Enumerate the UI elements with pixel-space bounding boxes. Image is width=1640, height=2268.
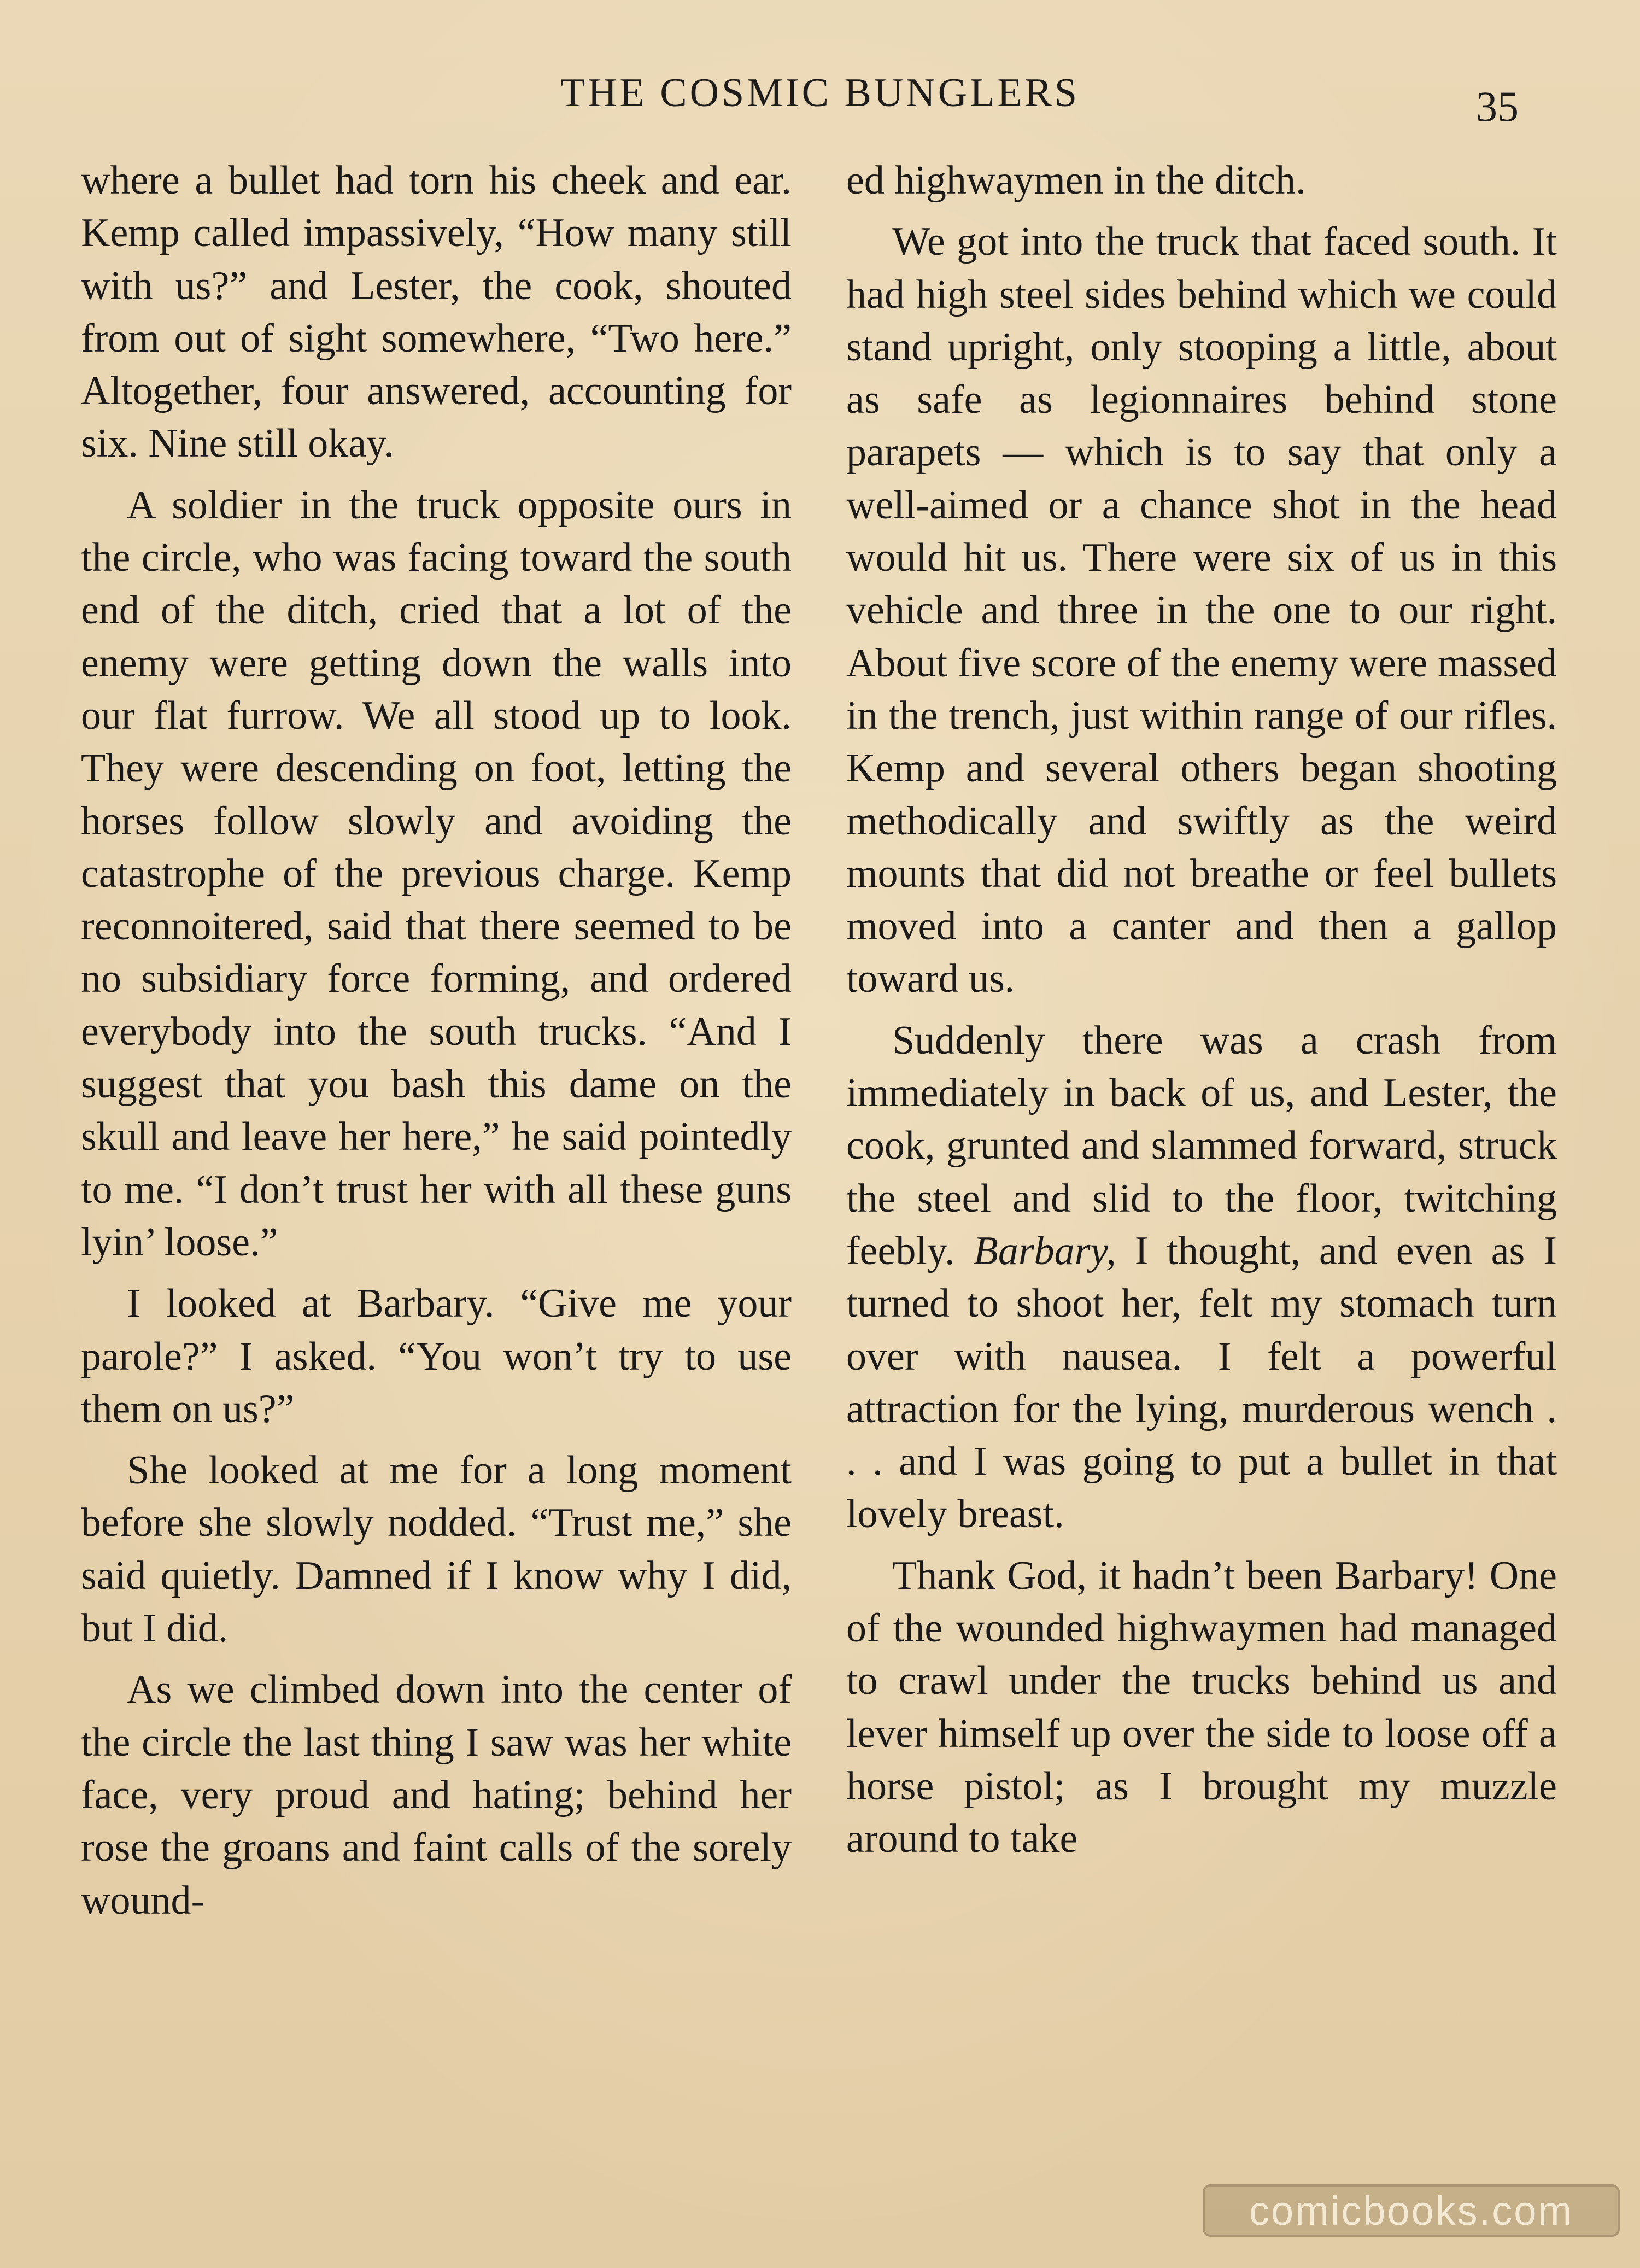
paragraph: As we climbed down into the center of the circle the last thing I saw was her white face, very proud and hating; behind her rose the groans and faint calls of the sorely wound- [81,1667,792,1923]
text-run: I thought, and even as I turned to shoot her, felt my stomach turn over with nausea. I felt a powerful attraction for the lying, murderous wench . . . and I was going to put a bullet in that lovely breast. [846,1228,1557,1537]
watermark-logo: comicbooks.com [1203,2184,1620,2237]
paragraph: A soldier in the truck opposite ours in the circle, who was facing toward the south end of the ditch, cried that a lot of the enemy were getting down the walls into our flat furrow. We all stood up to look. They were descending on foot, letting the horses follow slowly and avoiding the catastrophe of the previous charge. Kemp reconnoitered, said that there seemed to be no subsidiary force forming, and ordered everybody into the south trucks. “And I suggest that you bash this dame on the skull and leave her here,” he said pointedly to me. “I don’t trust her with all these guns lyin’ loose.” [81,482,792,1265]
page-number: 35 [1476,83,1519,130]
right-column [846,154,1557,1874]
paragraph: I looked at Barbary. “Give me your parole?” I asked. “You won’t try to use them on us?” [81,1281,792,1431]
left-column [81,154,792,1936]
paragraph: ed highwaymen in the ditch. [846,158,1306,203]
text-run: Suddenly there was a crash from immediately in back of us, and Lester, the cook, grunted and slammed forward, struck the steel and slid to the floor, twitching feebly. [846,1018,1557,1273]
paragraph: She looked at me for a long moment before she slowly nodded. “Trust me,” she said quietly. Damned if I know why I did, but I did. [81,1448,792,1651]
paragraph [846,1014,1557,1541]
running-head-title: THE COSMIC BUNGLERS [560,71,1080,115]
paragraph: where a bullet had torn his cheek and ear. Kemp called impassively, “How many still with us?” and Lester, the cook, shouted from out of sight somewhere, “Two here.” Altogether, four answered, accounting for six. Nine still okay. [81,158,792,466]
paragraph: Thank God, it hadn’t been Barbary! One of the wounded highwaymen had managed to crawl under the trucks behind us and lever himself up over the side to loose off a horse pistol; as I brought my muzzle around to take [846,1553,1557,1862]
italic-text: Barbary, [973,1228,1116,1273]
paragraph: We got into the truck that faced south. It had high steel sides behind which we could stand upright, only stooping a little, about as safe as legionnaires behind stone parapets — which is to say that only a well-aimed or a chance shot in the head would hit us. There were six of us in this vehicle and three in the one to our right. About five score of the enemy were massed in the trench, just within range of our rifles. Kemp and several others began shooting methodically and swiftly as the weird mounts that did not breathe or feel bullets moved into a canter and then a gallop toward us. [846,219,1557,1002]
